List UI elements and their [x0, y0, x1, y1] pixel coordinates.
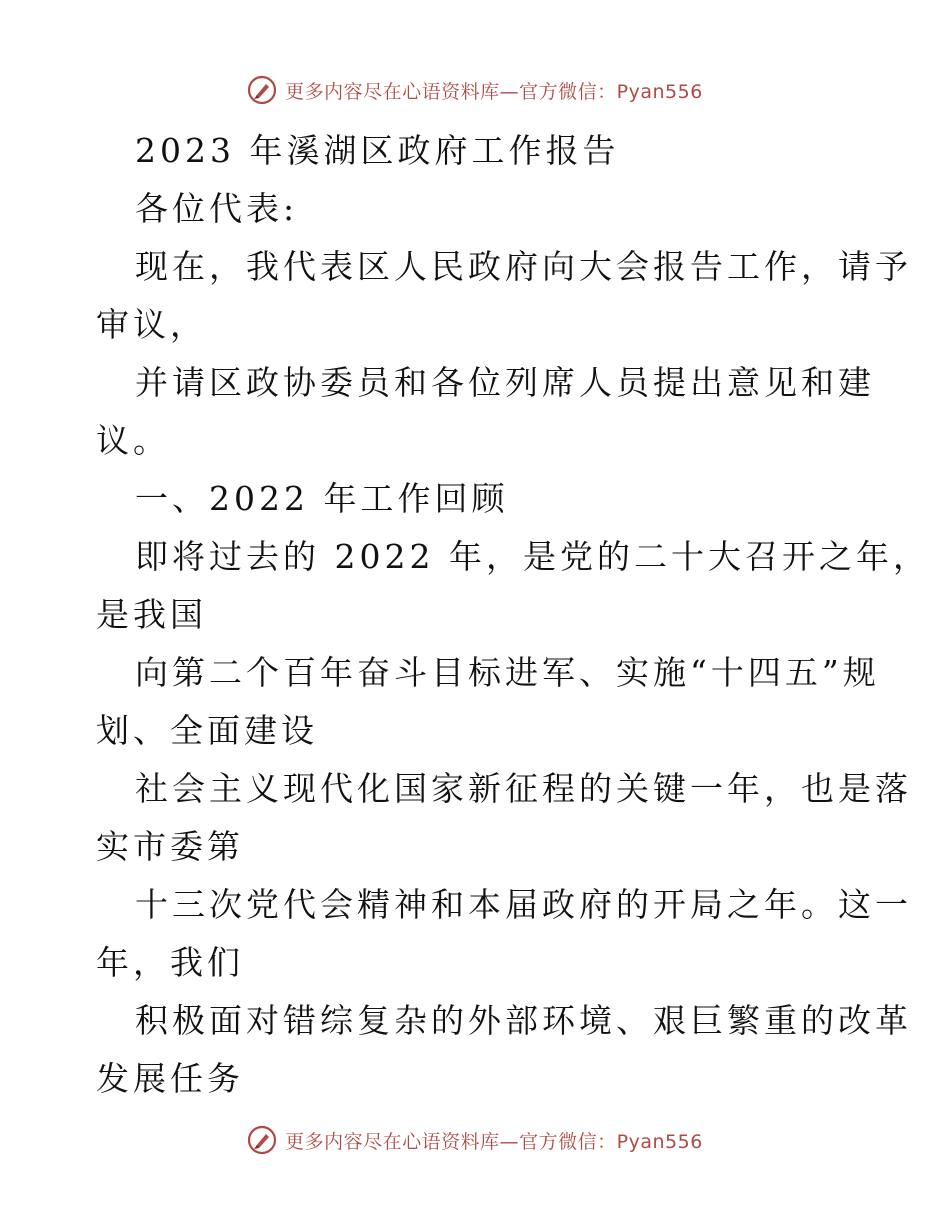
watermark-text: 更多内容尽在心语资料库—官方微信：Pyan556	[285, 80, 703, 103]
text-line: 议。	[96, 421, 170, 460]
text-line: 即将过去的 2022 年，是党的二十大召开之年，	[135, 537, 930, 576]
text-line: 并请区政协委员和各位列席人员提出意见和建	[135, 363, 875, 402]
section-heading: 一、2022 年工作回顾	[135, 479, 509, 518]
text-line: 积极面对错综复杂的外部环境、艰巨繁重的改革	[135, 1001, 912, 1040]
pen-logo-icon	[247, 1125, 277, 1155]
text-line: 社会主义现代化国家新征程的关键一年，也是落	[135, 769, 912, 808]
text-line: 向第二个百年奋斗目标进军、实施“十四五”规	[135, 653, 880, 692]
text-line: 是我国	[96, 595, 207, 634]
text-line: 现在，我代表区人民政府向大会报告工作，请予	[135, 247, 912, 286]
footer-watermark	[0, 1120, 950, 1160]
salutation: 各位代表:	[135, 189, 299, 228]
text-line: 审议，	[96, 305, 207, 344]
text-line: 实市委第	[96, 827, 244, 866]
text-line: 十三次党代会精神和本届政府的开局之年。这一	[135, 885, 912, 924]
pen-logo-icon	[247, 75, 277, 105]
text-line: 发展任务	[96, 1059, 244, 1098]
document-body	[96, 122, 930, 1108]
header-watermark	[0, 70, 950, 110]
text-line: 年，我们	[96, 943, 244, 982]
watermark-text: 更多内容尽在心语资料库—官方微信：Pyan556	[285, 1130, 703, 1153]
text-line: 划、全面建设	[96, 711, 318, 750]
document-title: 2023 年溪湖区政府工作报告	[135, 131, 620, 170]
